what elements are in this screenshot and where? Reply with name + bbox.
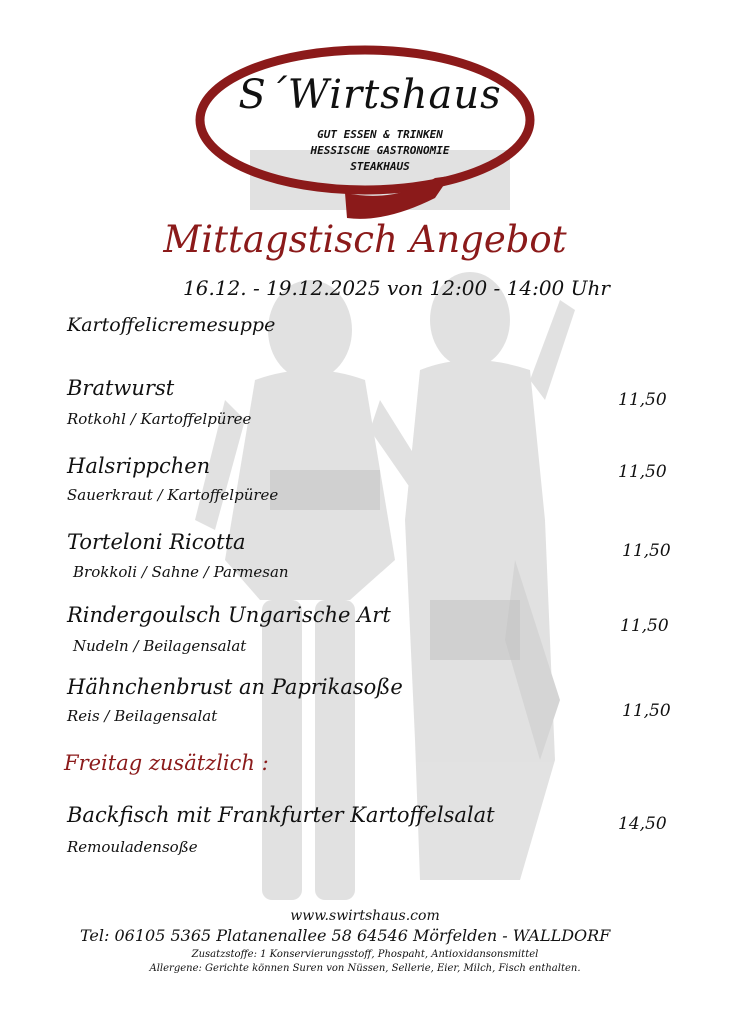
dish-price: 11,50	[618, 390, 667, 410]
dish-price: 11,50	[622, 541, 671, 561]
additives-note: Zusatzstoffe: 1 Konservierungsstoff, Phospaht, Antioxidansonsmittel	[191, 949, 539, 960]
website-link[interactable]: www.swirtshaus.com	[290, 908, 440, 924]
dish-name: Hähnchenbrust an Paprikasoße	[67, 675, 403, 699]
dish-sides: Brokkoli / Sahne / Parmesan	[73, 563, 289, 581]
friday-dish-price: 14,50	[618, 814, 667, 834]
friday-dish-name: Backfisch mit Frankfurter Kartoffelsalat	[67, 803, 495, 827]
contact-address: Tel: 06105 5365 Platanenallee 58 64546 Mörfelden - WALLDORF	[80, 926, 611, 945]
dish-sides: Rotkohl / Kartoffelpüree	[67, 410, 252, 428]
dish-price: 11,50	[620, 616, 669, 636]
logo-name: S´Wirtshaus	[238, 72, 502, 118]
dish-price: 11,50	[618, 462, 667, 482]
logo-tagline-3: STEAKHAUS	[350, 160, 410, 173]
dish-sides: Reis / Beilagensalat	[67, 707, 218, 725]
dish-name: Bratwurst	[67, 376, 175, 400]
dish-price: 11,50	[622, 701, 671, 721]
allergens-note: Allergene: Gerichte können Suren von Nüssen, Sellerie, Eier, Milch, Fisch enthalten.	[149, 963, 581, 974]
friday-heading: Freitag zusätzlich :	[64, 751, 269, 775]
dish-name: Torteloni Ricotta	[67, 530, 246, 554]
logo-tagline-1: GUT ESSEN & TRINKEN	[317, 128, 443, 141]
dish-sides: Sauerkraut / Kartoffelpüree	[67, 486, 279, 504]
date-range: 16.12. - 19.12.2025 von 12:00 - 14:00 Uhr	[183, 276, 610, 300]
dish-name: Rindergoulsch Ungarische Art	[67, 603, 391, 627]
logo-tagline-2: HESSISCHE GASTRONOMIE	[310, 144, 450, 157]
dish-name: Halsrippchen	[67, 454, 211, 478]
page-title: Mittagstisch Angebot	[163, 218, 567, 261]
soup-of-the-day: Kartoffelicremesuppe	[67, 314, 276, 336]
friday-dish-sides: Remouladensoße	[67, 838, 198, 856]
dish-sides: Nudeln / Beilagensalat	[73, 637, 247, 655]
